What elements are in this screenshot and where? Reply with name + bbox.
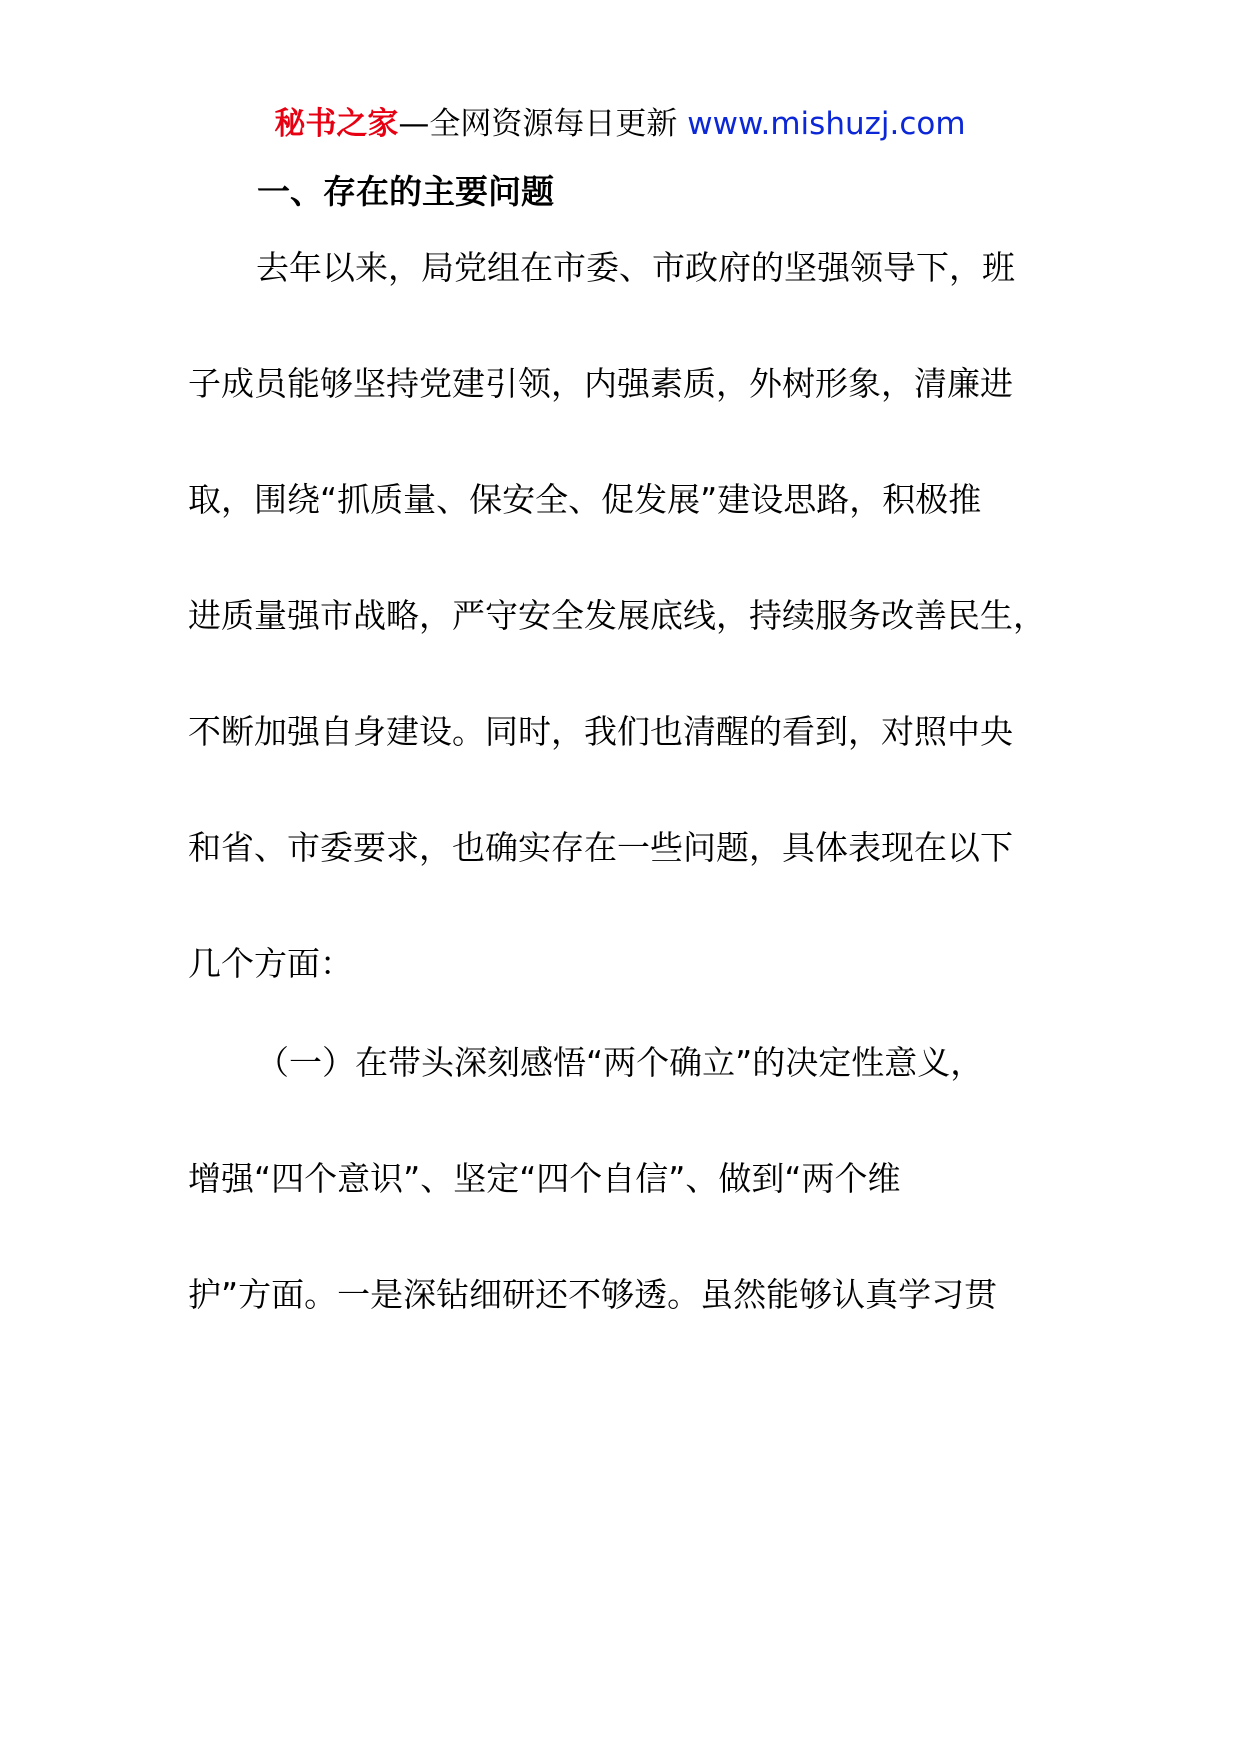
paragraph-line: 取，围绕“抓质量、保安全、促发展”建设思路，积极推 bbox=[188, 480, 982, 519]
paragraph-line: 和省、市委要求，也确实存在一些问题，具体表现在以下 bbox=[188, 828, 1013, 867]
paragraph-line: 去年以来，局党组在市委、市政府的坚强领导下，班 bbox=[256, 248, 1015, 287]
site-brand: 秘书之家 bbox=[274, 106, 399, 142]
paragraph-line: 不断加强自身建设。同时，我们也清醒的看到，对照中央 bbox=[188, 712, 1013, 751]
paragraph-line: 子成员能够坚持党建引领，内强素质，外树形象，清廉进 bbox=[188, 364, 1013, 403]
paragraph-line: 几个方面： bbox=[188, 944, 353, 983]
paragraph-line: （一）在带头深刻感悟“两个确立”的决定性意义， bbox=[256, 1043, 984, 1082]
paragraph-line: 护”方面。一是深钻细研还不够透。虽然能够认真学习贯 bbox=[188, 1275, 998, 1314]
site-tagline: —全网资源每日更新 bbox=[398, 106, 688, 142]
paragraph-line: 增强“四个意识”、坚定“四个自信”、做到“两个维 bbox=[188, 1159, 901, 1198]
section-heading: 一、存在的主要问题 bbox=[257, 172, 554, 211]
site-url-link[interactable]: www.mishuzj.com bbox=[687, 106, 966, 142]
site-header bbox=[0, 100, 1240, 148]
paragraph-line: 进质量强市战略，严守安全发展底线，持续服务改善民生， bbox=[188, 596, 1046, 635]
